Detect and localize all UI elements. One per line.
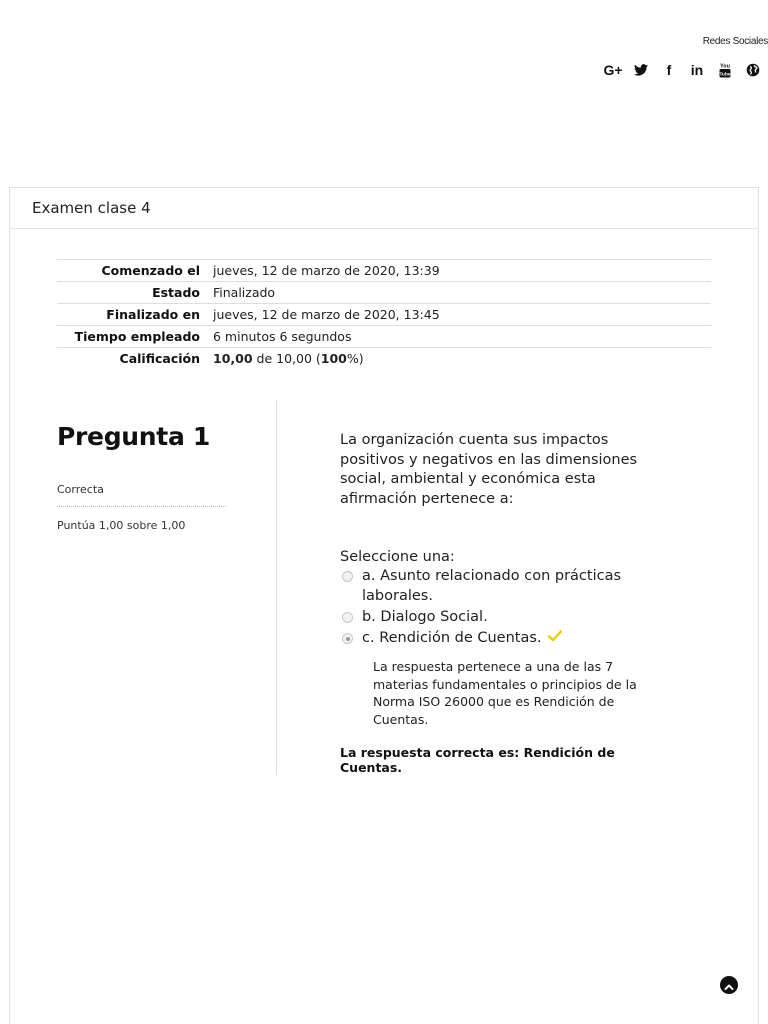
globe-icon[interactable]	[742, 59, 764, 81]
question-text: La organización cuenta sus impactos positivos y negativos en las dimensiones social, ambiental y económica esta afirmación pertenece a:	[340, 432, 638, 507]
answer-option-c[interactable]	[340, 628, 670, 648]
summary-value: jueves, 12 de marzo de 2020, 13:39	[213, 263, 440, 278]
table-row	[57, 348, 711, 370]
summary-value: Finalizado	[213, 285, 276, 300]
answer-label: b. Dialogo Social.	[362, 609, 488, 625]
table-row	[57, 260, 711, 282]
linkedin-icon[interactable]: in	[690, 62, 704, 78]
google-plus-icon[interactable]: G+	[603, 62, 623, 78]
back-to-top-button[interactable]	[720, 976, 738, 994]
exam-review-card	[9, 187, 759, 1024]
social-networks-label: Redes Sociales	[702, 36, 768, 47]
question-content	[340, 431, 670, 775]
question-grade: Puntúa 1,00 sobre 1,00	[57, 519, 186, 532]
correct-check-icon	[548, 628, 562, 648]
answer-option-b[interactable]	[340, 607, 670, 627]
summary-label: Tiempo empleado	[74, 329, 200, 344]
radio-button-selected[interactable]	[342, 633, 353, 644]
attempt-summary-table	[57, 259, 711, 370]
question-state: Correcta	[57, 483, 226, 507]
chevron-up-icon	[724, 976, 734, 995]
table-row	[57, 304, 711, 326]
grade-percent: 100	[320, 351, 347, 367]
radio-button[interactable]	[342, 612, 353, 623]
svg-text:Tube: Tube	[719, 72, 731, 78]
summary-label: Estado	[152, 285, 200, 300]
social-icons-bar	[596, 59, 764, 81]
grade-label: Calificación	[119, 351, 200, 367]
summary-label: Comenzado el	[101, 263, 200, 278]
twitter-icon[interactable]	[630, 59, 652, 81]
question-title: Pregunta 1	[57, 422, 211, 451]
summary-value: jueves, 12 de marzo de 2020, 13:45	[213, 307, 440, 322]
grade-value	[206, 348, 711, 370]
answer-label: a. Asunto relacionado con prácticas laborales.	[362, 568, 622, 604]
table-row	[57, 326, 711, 348]
grade-of-text: de 10,00 (	[252, 351, 321, 367]
facebook-icon[interactable]: f	[666, 62, 672, 78]
answer-label-wrap	[362, 628, 562, 648]
grade-suffix: %)	[346, 351, 364, 367]
radio-button[interactable]	[342, 571, 353, 582]
question-info-panel	[57, 400, 277, 775]
answer-feedback: La respuesta pertenece a una de las 7 materias fundamentales o principios de la Norma ISO 26000 que es Rendición de Cuentas.	[373, 659, 637, 727]
answer-option-a[interactable]	[340, 566, 670, 606]
svg-text:You: You	[720, 63, 730, 70]
youtube-icon[interactable]	[714, 59, 736, 81]
exam-title: Examen clase 4	[10, 188, 758, 229]
correct-answer-text: La respuesta correcta es: Rendición de Cuentas.	[340, 745, 615, 775]
summary-value: 6 minutos 6 segundos	[213, 329, 352, 344]
summary-label: Finalizado en	[106, 307, 200, 322]
question-prompt: Seleccione una:	[340, 549, 455, 565]
grade-score: 10,00	[213, 351, 253, 367]
answer-label: c. Rendición de Cuentas.	[362, 630, 542, 646]
table-row	[57, 282, 711, 304]
